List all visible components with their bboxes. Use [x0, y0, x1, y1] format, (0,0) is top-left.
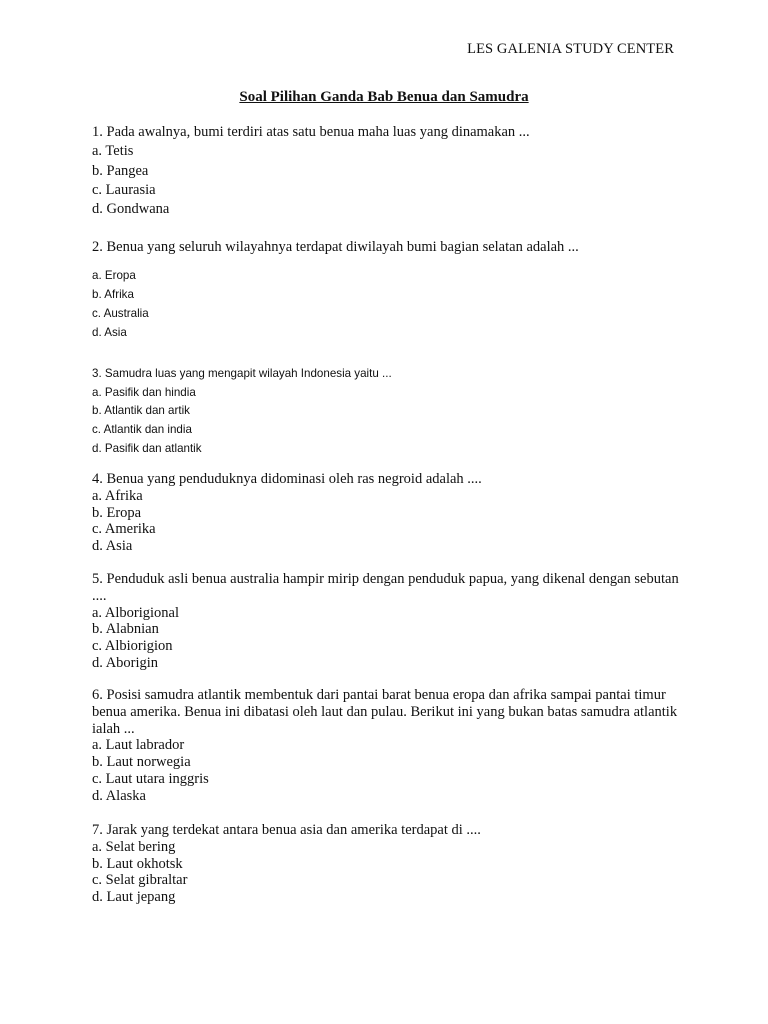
question-stem: 4. Benua yang penduduknya didominasi oleh ras negroid adalah .... — [92, 471, 482, 487]
answer-option: c. Selat gibraltar — [92, 872, 188, 889]
answer-option: b. Laut okhotsk — [92, 855, 183, 872]
answer-option: d. Laut jepang — [92, 889, 176, 906]
answer-option: a. Afrika — [92, 487, 143, 504]
answer-option: a. Alborigional — [92, 604, 179, 621]
question-stem: 1. Pada awalnya, bumi terdiri atas satu benua maha luas yang dinamakan ... — [92, 124, 530, 140]
question-6 — [92, 687, 682, 805]
page-title: Soal Pilihan Ganda Bab Benua dan Samudra — [239, 89, 529, 105]
answer-option: b. Laut norwegia — [92, 754, 191, 771]
answer-option: b. Afrika — [92, 288, 134, 301]
answer-option: a. Pasifik dan hindia — [92, 385, 196, 399]
question-3 — [92, 365, 682, 459]
answer-option: a. Selat bering — [92, 838, 176, 855]
answer-option: d. Pasifik dan atlantik — [92, 441, 202, 455]
answer-option: d. Alaska — [92, 787, 146, 804]
question-stem: 3. Samudra luas yang mengapit wilayah Indonesia yaitu ... — [92, 367, 392, 380]
answer-option: b. Pangea — [92, 162, 149, 179]
answer-option: a. Tetis — [92, 143, 134, 160]
answer-option: b. Eropa — [92, 504, 142, 521]
question-1 — [92, 123, 682, 219]
question-4 — [92, 471, 682, 555]
answer-option: a. Eropa — [92, 269, 136, 282]
answer-option: c. Atlantik dan india — [92, 423, 192, 437]
question-stem: 6. Posisi samudra atlantik membentuk dari pantai barat benua eropa dan afrika sampai pantai timur benua amerika. Benua ini dibatasi oleh laut dan pulau. Berikut ini yang bukan batas samudra atlantik ialah ... — [92, 687, 678, 737]
answer-option: a. Laut labrador — [92, 737, 185, 754]
answer-option: c. Laut utara inggris — [92, 770, 209, 787]
answer-option: c. Laurasia — [92, 181, 156, 198]
question-stem: 7. Jarak yang terdekat antara benua asia dan amerika terdapat di .... — [92, 822, 481, 838]
answer-option: c. Australia — [92, 307, 149, 320]
answer-option: d. Aborigin — [92, 654, 159, 671]
answer-option: b. Atlantik dan artik — [92, 404, 190, 418]
answer-option: d. Gondwana — [92, 201, 170, 218]
answer-option: c. Amerika — [92, 521, 156, 538]
question-stem: 2. Benua yang seluruh wilayahnya terdapat diwilayah bumi bagian selatan adalah ... — [92, 239, 579, 255]
question-stem: 5. Penduduk asli benua australia hampir mirip dengan penduduk papua, yang dikenal dengan sebutan .... — [92, 571, 679, 604]
question-5 — [92, 571, 682, 672]
answer-option: c. Albiorigion — [92, 638, 173, 655]
answer-option: d. Asia — [92, 538, 133, 555]
question-2 — [92, 238, 682, 342]
document-header: LES GALENIA STUDY CENTER — [467, 41, 674, 57]
question-7 — [92, 822, 682, 906]
answer-option: b. Alabnian — [92, 621, 159, 638]
answer-option: d. Asia — [92, 326, 127, 339]
